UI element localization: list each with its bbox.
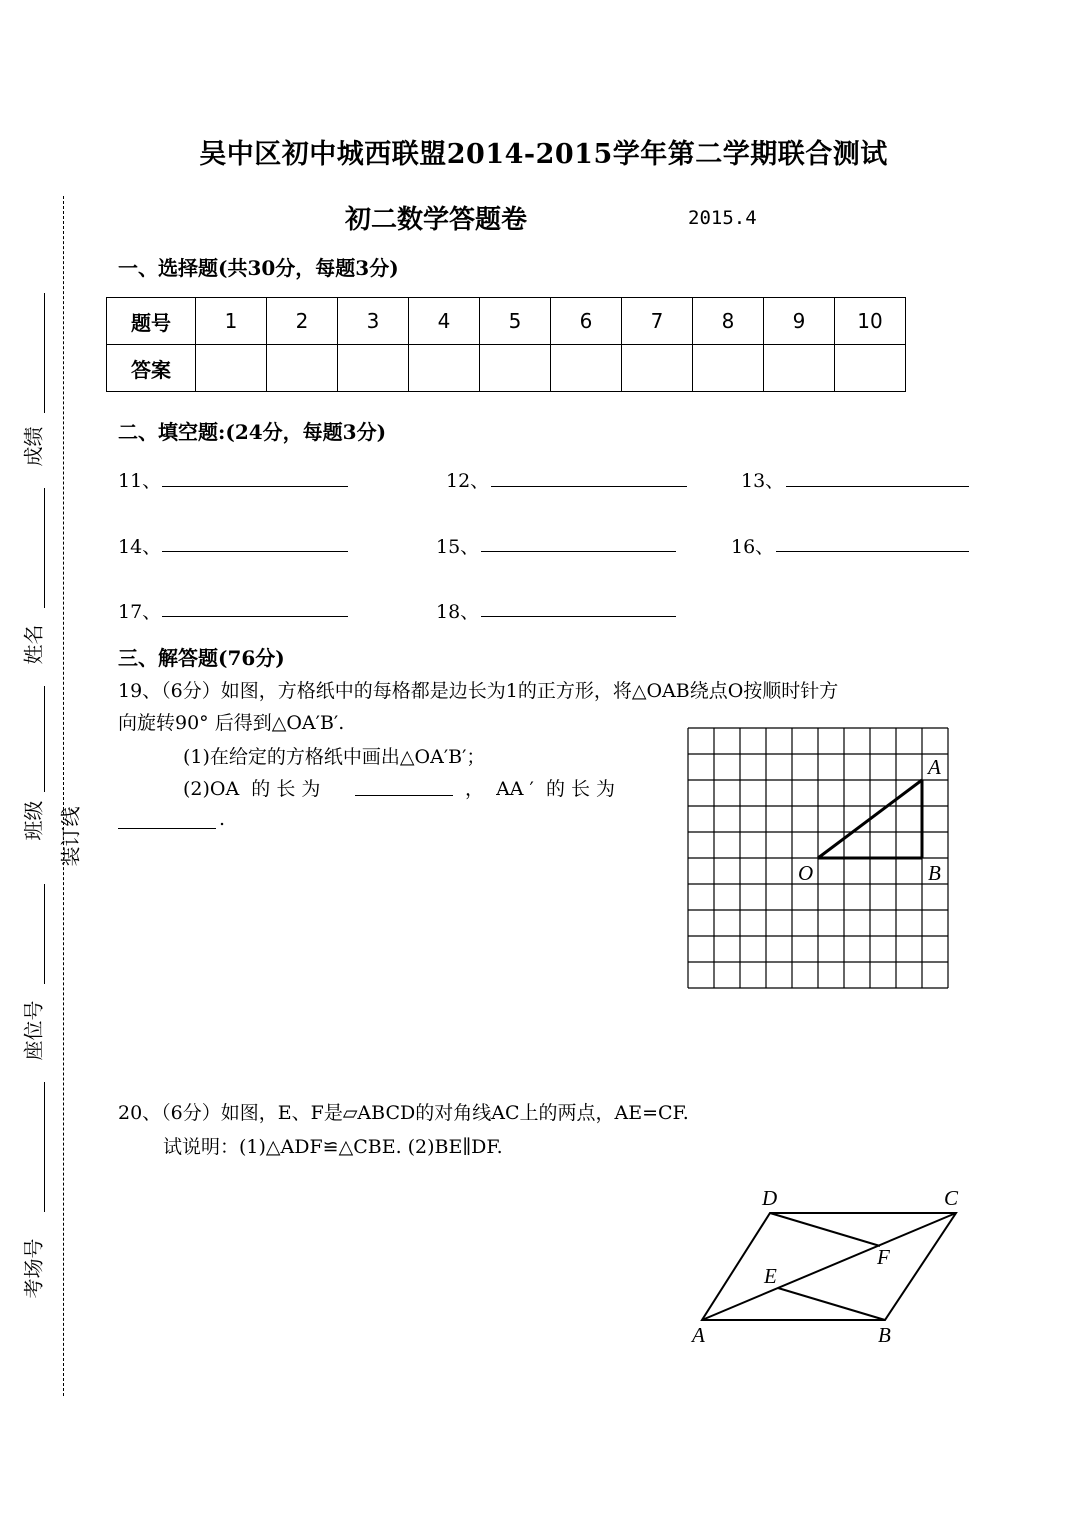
- margin-label-seat: 座位号: [21, 1000, 46, 1061]
- fill-item-label: 14、: [118, 536, 162, 558]
- fill-item-label: 18、: [436, 601, 480, 623]
- question-number: 5: [480, 298, 551, 345]
- margin-label-binding: 装订线: [58, 806, 83, 867]
- question-number: 3: [338, 298, 409, 345]
- fill-blank[interactable]: [481, 615, 676, 617]
- margin-label-name: 姓名: [21, 624, 46, 665]
- section1-heading: 一、选择题(共30分，每题3分): [118, 256, 399, 280]
- answer-cell[interactable]: [693, 345, 764, 392]
- answer-cell[interactable]: [835, 345, 906, 392]
- question-number: 7: [622, 298, 693, 345]
- table-row: [107, 298, 906, 345]
- q19-oa-blank[interactable]: [355, 794, 453, 796]
- q19-grid-figure: [686, 727, 951, 994]
- margin-label-class: 班级: [21, 800, 46, 841]
- name-line: [44, 488, 45, 608]
- q19-end: .: [219, 808, 226, 830]
- point-label-d: D: [762, 1186, 778, 1210]
- question-number: 8: [693, 298, 764, 345]
- point-label-a: A: [928, 755, 941, 779]
- seat-line: [44, 884, 45, 984]
- fill-blank[interactable]: [162, 615, 348, 617]
- question-number: 6: [551, 298, 622, 345]
- fill-item-label: 12、: [446, 470, 490, 492]
- segment-be: [778, 1288, 885, 1320]
- section3-heading: 三、解答题(76分): [118, 646, 285, 670]
- q19-line1: 19、（6分）如图，方格纸中的每格都是边长为1的正方形，将△OAB绕点O按顺时针方: [118, 680, 839, 702]
- fill-blank[interactable]: [162, 550, 348, 552]
- answer-cell[interactable]: [196, 345, 267, 392]
- answer-cell[interactable]: [764, 345, 835, 392]
- page-title: 吴中区初中城西联盟2014-2015学年第二学期联合测试: [199, 139, 888, 170]
- question-number: 9: [764, 298, 835, 345]
- point-label-o: O: [798, 861, 814, 885]
- segment-df: [770, 1213, 880, 1246]
- fill-blank[interactable]: [491, 485, 687, 487]
- answer-cell[interactable]: [480, 345, 551, 392]
- point-label-f: F: [877, 1245, 890, 1269]
- point-label-c: C: [944, 1186, 959, 1210]
- answer-cell[interactable]: [622, 345, 693, 392]
- fill-blank[interactable]: [786, 485, 969, 487]
- point-label-e: E: [764, 1264, 777, 1288]
- q20-parallelogram-figure: [690, 1200, 970, 1330]
- room-line: [44, 1082, 45, 1212]
- fill-blank[interactable]: [776, 550, 969, 552]
- answer-cell[interactable]: [338, 345, 409, 392]
- q20-line2: 试说明：(1)△ADF≌△CBE. (2)BE∥DF.: [163, 1136, 503, 1158]
- row-header-number: 题号: [107, 298, 196, 345]
- point-label-a2: A: [692, 1323, 705, 1347]
- fill-item-label: 17、: [118, 601, 162, 623]
- answer-cell[interactable]: [267, 345, 338, 392]
- fill-blank[interactable]: [481, 550, 676, 552]
- table-row: [107, 345, 906, 392]
- q20-line1: 20、（6分）如图，E、F是▱ABCD的对角线AC上的两点，AE=CF.: [118, 1102, 689, 1124]
- fill-item-label: 13、: [741, 470, 785, 492]
- question-number: 4: [409, 298, 480, 345]
- point-label-b: B: [928, 861, 941, 885]
- section2-heading: 二、填空题:(24分，每题3分): [118, 420, 387, 444]
- page-subtitle: 初二数学答题卷: [345, 205, 528, 235]
- fill-item-label: 11、: [118, 470, 162, 492]
- exam-date: 2015.4: [688, 207, 757, 229]
- answer-cell[interactable]: [551, 345, 622, 392]
- q19-part2-b: ， AA ′ 的 长 为: [465, 778, 616, 800]
- answer-cell[interactable]: [409, 345, 480, 392]
- margin-label-score: 成绩: [21, 426, 46, 467]
- question-number: 2: [267, 298, 338, 345]
- q19-part1: (1)在给定的方格纸中画出△OA′B′；: [183, 746, 486, 768]
- fill-blank[interactable]: [162, 485, 348, 487]
- fill-item-label: 15、: [436, 536, 480, 558]
- answer-table: [106, 297, 906, 392]
- score-line: [44, 293, 45, 413]
- row-header-answer: 答案: [107, 345, 196, 392]
- margin-label-room: 考场号: [21, 1238, 46, 1299]
- q19-part2-a: (2)OA 的 长 为: [183, 778, 321, 800]
- point-label-b2: B: [878, 1323, 891, 1347]
- question-number: 1: [196, 298, 267, 345]
- question-number: 10: [835, 298, 906, 345]
- q19-aa-blank[interactable]: [118, 827, 216, 829]
- binding-dashed-line: [63, 196, 64, 1396]
- q19-line2: 向旋转90° 后得到△OA′B′.: [118, 712, 345, 734]
- fill-item-label: 16、: [731, 536, 775, 558]
- class-line: [44, 686, 45, 792]
